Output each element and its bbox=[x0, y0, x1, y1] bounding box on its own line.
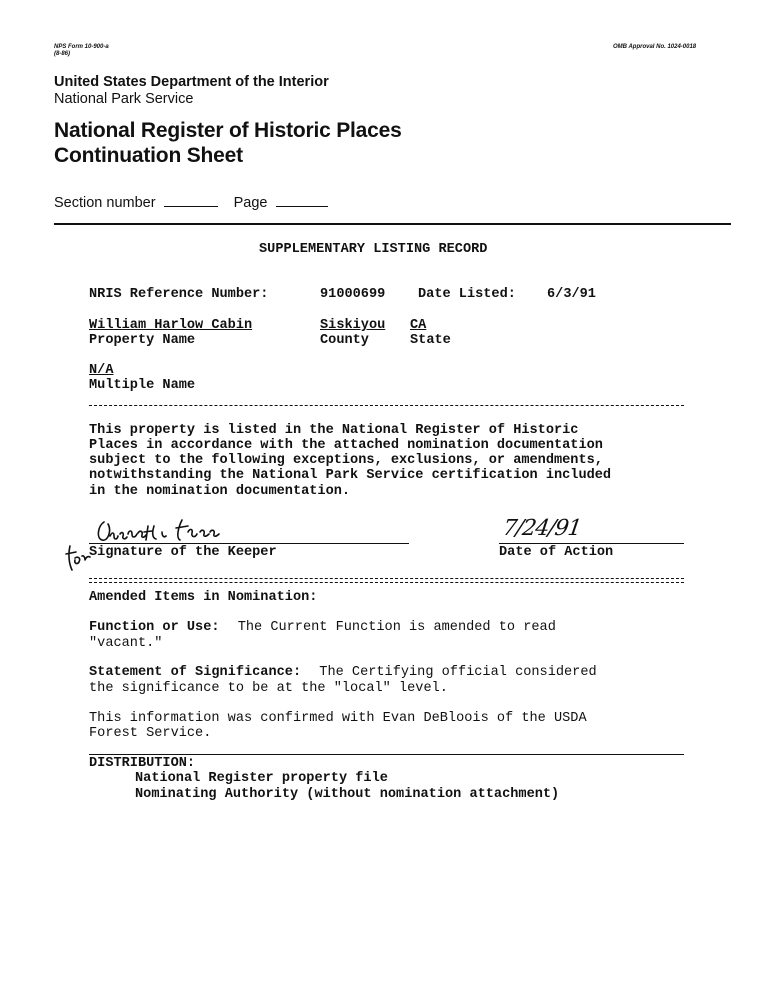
omb-approval: OMB Approval No. 1024-0018 bbox=[613, 44, 697, 50]
function-text-continued: "vacant." bbox=[89, 636, 163, 651]
property-name-value: William Harlow Cabin bbox=[89, 318, 253, 333]
date-listed-value: 6/3/91 bbox=[547, 287, 596, 302]
agency-name: National Park Service bbox=[54, 91, 194, 107]
nris-label: NRIS Reference Number: bbox=[89, 287, 269, 302]
property-name-label: Property Name bbox=[89, 333, 196, 348]
confirmation-line: Forest Service. bbox=[89, 726, 212, 741]
function-label: Function or Use: bbox=[89, 620, 220, 635]
page-number-field bbox=[276, 196, 328, 207]
date-of-action-label: Date of Action bbox=[499, 545, 614, 560]
significance-row bbox=[89, 665, 597, 680]
page-title: National Register of Historic Places bbox=[54, 119, 402, 142]
distribution-heading: DISTRIBUTION: bbox=[89, 756, 196, 771]
section-number-field bbox=[164, 196, 218, 207]
date-line bbox=[499, 543, 684, 544]
department-name: United States Department of the Interior bbox=[54, 74, 329, 90]
statement-line: Places in accordance with the attached nomination documentation bbox=[89, 438, 603, 453]
significance-text: The Certifying official considered bbox=[319, 665, 597, 680]
statement-line: notwithstanding the National Park Service certification included bbox=[89, 468, 612, 483]
form-number: NPS Form 10-900-a (8-86) bbox=[54, 44, 109, 57]
distribution-divider bbox=[89, 754, 684, 755]
dashed-divider bbox=[89, 405, 684, 406]
county-value: Siskiyou bbox=[320, 318, 386, 333]
state-value: CA bbox=[410, 318, 427, 333]
double-divider-top bbox=[89, 578, 684, 579]
page-subtitle: Continuation Sheet bbox=[54, 144, 243, 167]
signature-line bbox=[89, 543, 409, 544]
nris-value: 91000699 bbox=[320, 287, 386, 302]
function-row bbox=[89, 620, 556, 635]
distribution-item: Nominating Authority (without nomination attachment) bbox=[135, 787, 560, 802]
significance-label: Statement of Significance: bbox=[89, 665, 302, 680]
page-label: Page bbox=[233, 195, 268, 211]
date-listed-label: Date Listed: bbox=[418, 287, 516, 302]
amended-heading: Amended Items in Nomination: bbox=[89, 590, 318, 605]
county-label: County bbox=[320, 333, 369, 348]
function-text: The Current Function is amended to read bbox=[237, 620, 556, 635]
form-date: (8-86) bbox=[54, 51, 71, 57]
date-of-action-value: 7/24/91 bbox=[501, 516, 583, 541]
signature-label: Signature of the Keeper bbox=[89, 545, 277, 560]
confirmation-line: This information was confirmed with Evan DeBloois of the USDA bbox=[89, 711, 587, 726]
significance-text-continued: the significance to be at the "local" level. bbox=[89, 681, 448, 696]
statement-line: in the nomination documentation. bbox=[89, 484, 351, 499]
section-page-row bbox=[54, 195, 328, 211]
multiple-name-value: N/A bbox=[89, 363, 114, 378]
header-divider bbox=[54, 223, 731, 225]
statement-line: subject to the following exceptions, exclusions, or amendments, bbox=[89, 453, 603, 468]
statement-line: This property is listed in the National Register of Historic bbox=[89, 423, 579, 438]
record-heading: SUPPLEMENTARY LISTING RECORD bbox=[259, 242, 488, 257]
distribution-item: National Register property file bbox=[135, 771, 388, 786]
double-divider-bottom bbox=[89, 582, 684, 583]
section-number-label: Section number bbox=[54, 195, 156, 211]
state-label: State bbox=[410, 333, 451, 348]
multiple-name-label: Multiple Name bbox=[89, 378, 196, 393]
